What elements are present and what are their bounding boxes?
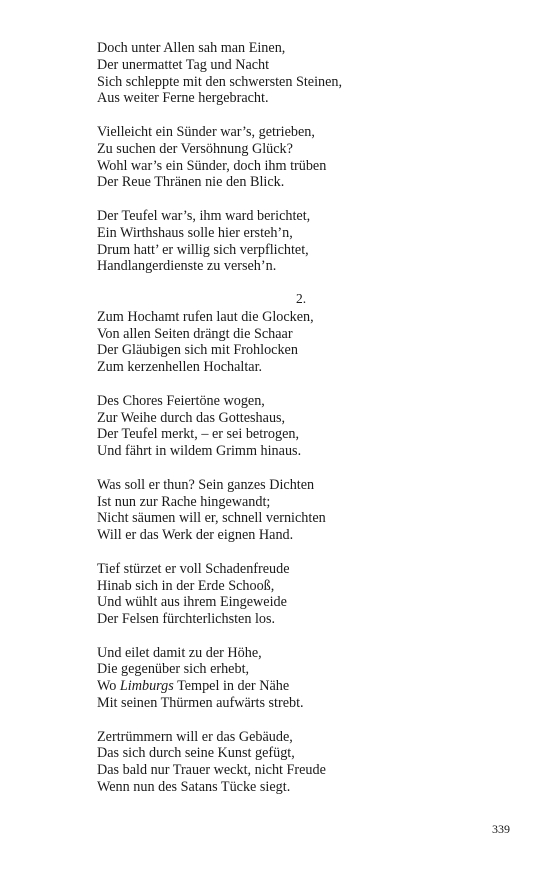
stanza xyxy=(97,208,457,275)
stanza xyxy=(97,729,457,796)
page-number: 339 xyxy=(492,822,510,836)
verse-line: Der Teufel merkt, – er sei betrogen, xyxy=(97,426,300,443)
verse-line: Sich schleppte mit den schwersten Steinen, xyxy=(97,73,343,90)
verse-line: Der Reue Thränen nie den Blick. xyxy=(97,174,285,191)
verse-line: Der Felsen fürchterlichsten los. xyxy=(97,611,276,628)
poem-body xyxy=(97,40,457,813)
verse-line: Und eilet damit zu der Höhe, xyxy=(97,644,262,661)
verse-line: Von allen Seiten drängt die Schaar xyxy=(97,325,293,342)
verse-line: Hinab sich in der Erde Schooß, xyxy=(97,577,275,594)
verse-line: Die gegenüber sich erhebt, xyxy=(97,661,250,678)
stanza xyxy=(97,309,457,376)
italic-place-name: Limburgs xyxy=(119,678,174,695)
verse-line: Was soll er thun? Sein ganzes Dichten xyxy=(97,476,315,493)
verse-line: Wohl war’s ein Sünder, doch ihm trüben xyxy=(97,157,327,174)
verse-line: Will er das Werk der eignen Hand. xyxy=(97,527,294,544)
verse-line: Zu suchen der Versöhnung Glück? xyxy=(97,140,293,157)
verse-fragment: Tempel in der Nähe xyxy=(173,678,290,695)
verse-line: Ist nun zur Rache hingewandt; xyxy=(97,493,271,510)
stanza xyxy=(97,477,457,544)
verse-line: Mit seinen Thürmen aufwärts strebt. xyxy=(97,695,304,712)
verse-line: Das bald nur Trauer weckt, nicht Freude xyxy=(97,762,326,779)
verse-line: Der Teufel war’s, ihm ward berichtet, xyxy=(97,207,311,224)
verse-line: Wenn nun des Satans Tücke siegt. xyxy=(97,779,291,796)
verse-line: Zur Weihe durch das Gotteshaus, xyxy=(97,409,286,426)
verse-line: Handlangerdienste zu verseh’n. xyxy=(97,258,277,275)
verse-line: Zum kerzenhellen Hochaltar. xyxy=(97,359,263,376)
verse-line xyxy=(97,678,457,695)
stanza xyxy=(97,40,457,107)
verse-line: Drum hatt’ er willig sich verpflichtet, xyxy=(97,241,309,258)
stanza xyxy=(97,561,457,628)
verse-line: Der unermattet Tag und Nacht xyxy=(97,56,270,73)
verse-line: Doch unter Allen sah man Einen, xyxy=(97,40,286,56)
verse-line: Das sich durch seine Kunst gefügt, xyxy=(97,745,295,762)
verse-fragment: Wo xyxy=(97,678,120,695)
verse-line: Und fährt in wildem Grimm hinaus. xyxy=(97,443,302,460)
stanza xyxy=(97,393,457,460)
stanza xyxy=(97,124,457,191)
verse-line: Der Gläubigen sich mit Frohlocken xyxy=(97,342,298,359)
verse-line: Und wühlt aus ihrem Eingeweide xyxy=(97,594,287,611)
verse-line: Nicht säumen will er, schnell vernichten xyxy=(97,510,326,527)
stanza-limburg xyxy=(97,645,457,712)
section-number: 2. xyxy=(296,290,307,306)
verse-line: Zum Hochamt rufen laut die Glocken, xyxy=(97,308,314,325)
verse-line: Aus weiter Ferne hergebracht. xyxy=(97,90,269,107)
verse-line: Ein Wirthshaus solle hier ersteh’n, xyxy=(97,224,293,241)
verse-line: Des Chores Feiertöne wogen, xyxy=(97,392,265,409)
verse-line: Vielleicht ein Sünder war’s, getrieben, xyxy=(97,123,315,140)
verse-line: Tief stürzet er voll Schadenfreude xyxy=(97,560,290,577)
verse-line: Zertrümmern will er das Gebäude, xyxy=(97,728,293,745)
